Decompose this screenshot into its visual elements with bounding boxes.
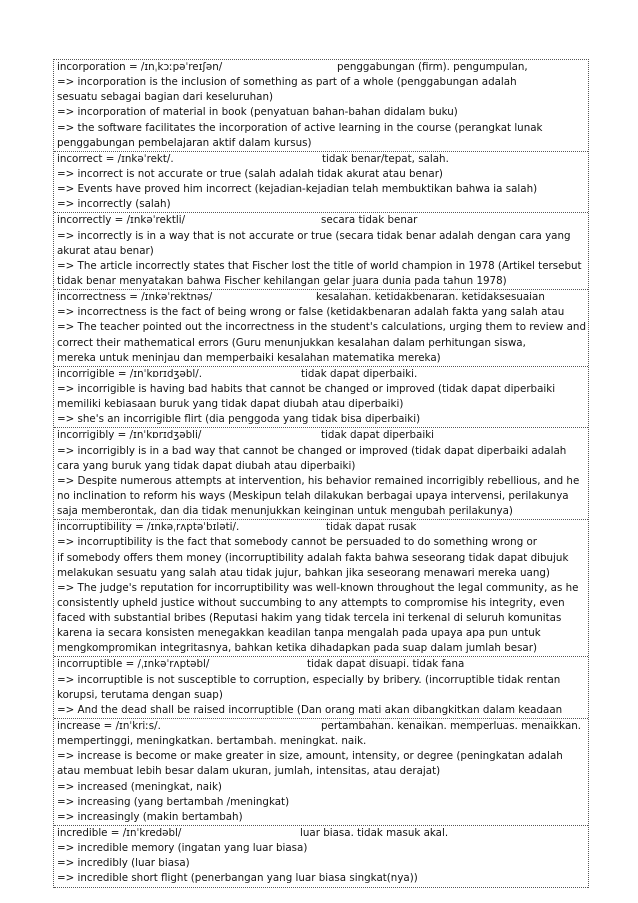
entry-line: cara yang buruk yang tidak dapat diubah atau diperbaiki) — [57, 459, 356, 472]
entry-line: => incredible short flight (penerbangan yang luar biasa singkat(nya)) — [57, 872, 418, 885]
entry-line: atau membuat lebih besar dalam ukuran, jumlah, intensitas, atau derajat) — [57, 765, 441, 778]
dictionary-entry — [54, 657, 588, 719]
translation-gloss: tidak dapat diperbaiki. — [301, 367, 418, 380]
dictionary-entry — [54, 826, 588, 888]
entry-line: memiliki kebiasaan buruk yang tidak dapat diubah atau diperbaiki) — [57, 398, 404, 411]
dictionary-entry — [54, 719, 588, 826]
entry-line: karena ia secara konsisten menegakkan keadilan tanpa mengalah pada upaya apa pun untuk — [57, 627, 541, 640]
translation-gloss: pertambahan. kenaikan. memperluas. menaikkan. — [321, 720, 582, 733]
entry-line: => incorrigible is having bad habits that cannot be changed or improved (tidak dapat diperbaiki — [57, 382, 556, 395]
entry-heading — [54, 826, 588, 841]
entry-heading — [54, 657, 588, 672]
entry-line: => incorrigibly is in a bad way that cannot be changed or improved (tidak dapat diperbaiki adalah — [57, 444, 567, 457]
headword-pronunciation: incorrigibly = /ɪnˈkɒrɪdʒəbli/ — [57, 429, 202, 442]
translation-gloss: tidak dapat disuapi. tidak fana — [307, 658, 465, 671]
translation-gloss: tidak dapat rusak — [326, 521, 417, 534]
entry-line: => incredible memory (ingatan yang luar biasa) — [57, 842, 308, 855]
entry-line: => increase is become or make greater in size, amount, intensity, or degree (peningkatan adalah — [57, 750, 563, 763]
entry-line: => incorporation of material in book (penyatuan bahan-bahan didalam buku) — [57, 106, 458, 119]
entry-line: melakukan sesuatu yang salah atau tidak jujur, bahkan jika seseorang menawari mereka uang) — [57, 566, 550, 579]
entry-line: sesuatu sebagai bagian dari keseluruhan) — [57, 91, 273, 104]
entry-heading — [54, 213, 588, 228]
entry-heading — [54, 60, 588, 75]
entry-line: => increased (meningkat, naik) — [57, 780, 222, 793]
dictionary-page — [53, 59, 589, 888]
dictionary-entry — [54, 60, 588, 152]
entry-line: => The article incorrectly states that Fischer lost the title of world champion in 1978 (Artikel tersebut — [57, 259, 582, 272]
headword-pronunciation: incorruptibility = /ɪnkəˌrʌptəˈbɪləti/. — [57, 521, 240, 534]
entry-line: faced with substantial bribes (Reputasi hakim yang tidak tercela ini terkenal di seluruh komunitas — [57, 612, 562, 625]
dictionary-entry — [54, 367, 588, 429]
dictionary-entry — [54, 290, 588, 367]
translation-gloss: tidak benar/tepat, salah. — [322, 152, 449, 165]
entry-line: => increasingly (makin bertambah) — [57, 810, 243, 823]
entry-line: => Despite numerous attempts at intervention, his behavior remained incorrigibly rebellious, and he — [57, 474, 580, 487]
entry-line: => incorrectly is in a way that is not accurate or true (secara tidak benar adalah dengan cara yang — [57, 229, 571, 242]
entry-line: => incorporation is the inclusion of something as part of a whole (penggabungan adalah — [57, 76, 517, 89]
entry-line: akurat atau benar) — [57, 244, 154, 257]
entry-line: korupsi, terutama dengan suap) — [57, 688, 223, 701]
entry-heading — [54, 520, 588, 535]
translation-gloss: secara tidak benar — [321, 214, 418, 227]
headword-pronunciation: incorrectly = /ɪnkəˈrektli/ — [57, 214, 186, 227]
entry-line: => incredibly (luar biasa) — [57, 857, 190, 870]
entry-line: correct their mathematical errors (Guru menunjukkan kesalahan dalam perhitungan siswa, — [57, 336, 526, 349]
entry-heading — [54, 152, 588, 167]
translation-gloss: luar biasa. tidak masuk akal. — [300, 827, 449, 840]
headword-pronunciation: increase = /ɪnˈkriːs/. — [57, 720, 161, 733]
entry-line: => incorrectly (salah) — [57, 198, 171, 211]
dictionary-entry — [54, 213, 588, 290]
entry-heading — [54, 719, 588, 734]
headword-pronunciation: incorrectness = /ɪnkəˈrektnəs/ — [57, 291, 213, 304]
headword-pronunciation: incorporation = /ɪnˌkɔːpəˈreɪʃən/ — [57, 61, 223, 73]
entry-line: penggabungan pembelajaran aktif dalam kursus) — [57, 136, 312, 149]
entry-heading — [54, 428, 588, 443]
entry-line: => incorruptibility is the fact that somebody cannot be persuaded to do something wrong or — [57, 536, 538, 549]
headword-pronunciation: incredible = /ɪnˈkredəbl/ — [57, 827, 182, 840]
entry-line: => incorrectness is the fact of being wrong or false (ketidakbenaran adalah fakta yang salah atau — [57, 306, 565, 319]
entry-heading — [54, 290, 588, 305]
headword-pronunciation: incorruptible = /ˌɪnkəˈrʌptəbl/ — [57, 658, 210, 671]
entry-line: => increasing (yang bertambah /meningkat) — [57, 795, 290, 808]
headword-pronunciation: incorrect = /ɪnkəˈrekt/. — [57, 152, 174, 165]
entry-line: => she's an incorrigible flirt (dia penggoda yang tidak bisa diperbaiki) — [57, 413, 421, 426]
entry-line: => the software facilitates the incorporation of active learning in the course (perangkat lunak — [57, 121, 543, 134]
entry-line: => incorruptible is not susceptible to corruption, especially by bribery. (incorruptible tidak rentan — [57, 673, 561, 686]
entry-line: no inclination to reform his ways (Meskipun telah dilakukan berbagai upaya intervensi, perilakunya — [57, 489, 569, 502]
entry-line: => incorrect is not accurate or true (salah adalah tidak akurat atau benar) — [57, 167, 443, 180]
translation-gloss: kesalahan. ketidakbenaran. ketidaksesuaian — [316, 291, 545, 304]
dictionary-entry — [54, 520, 588, 657]
entry-line: mengkompromikan integritasnya, bahkan ketika dihadapkan pada suap dalam jumlah besar) — [57, 642, 537, 655]
entry-line: mempertinggi, meningkatkan. bertambah. meningkat. naik. — [57, 735, 367, 748]
translation-gloss: tidak dapat diperbaiki — [321, 429, 435, 442]
entry-line: if somebody offers them money (incorruptibility adalah fakta bahwa seseorang tidak dapat dibujuk — [57, 551, 569, 564]
translation-gloss: penggabungan (firm). pengumpulan, — [337, 61, 528, 73]
entry-line: => And the dead shall be raised incorruptible (Dan orang mati akan dibangkitkan dalam keadaan — [57, 703, 563, 716]
entry-line: => The teacher pointed out the incorrectness in the student's calculations, urging them to review and — [57, 321, 586, 334]
entry-heading — [54, 367, 588, 382]
headword-pronunciation: incorrigible = /ɪnˈkɒrɪdʒəbl/. — [57, 367, 202, 380]
dictionary-entry — [54, 152, 588, 214]
entry-line: => The judge's reputation for incorruptibility was well-known throughout the legal community, as he — [57, 581, 579, 594]
entry-line: saja memberontak, dan dia tidak menunjukkan keinginan untuk mengubah perilakunya) — [57, 505, 513, 518]
dictionary-entry — [54, 428, 588, 520]
entry-line: consistently upheld justice without succumbing to any attempts to compromise his integrity, even — [57, 596, 565, 609]
entry-line: => Events have proved him incorrect (kejadian-kejadian telah membuktikan bahwa ia salah) — [57, 183, 538, 196]
entry-line: tidak benar menyatakan bahwa Fischer kehilangan gelar juara dunia pada tahun 1978) — [57, 274, 507, 287]
entry-line: mereka untuk meninjau dan memperbaiki kesalahan matematika mereka) — [57, 351, 441, 364]
